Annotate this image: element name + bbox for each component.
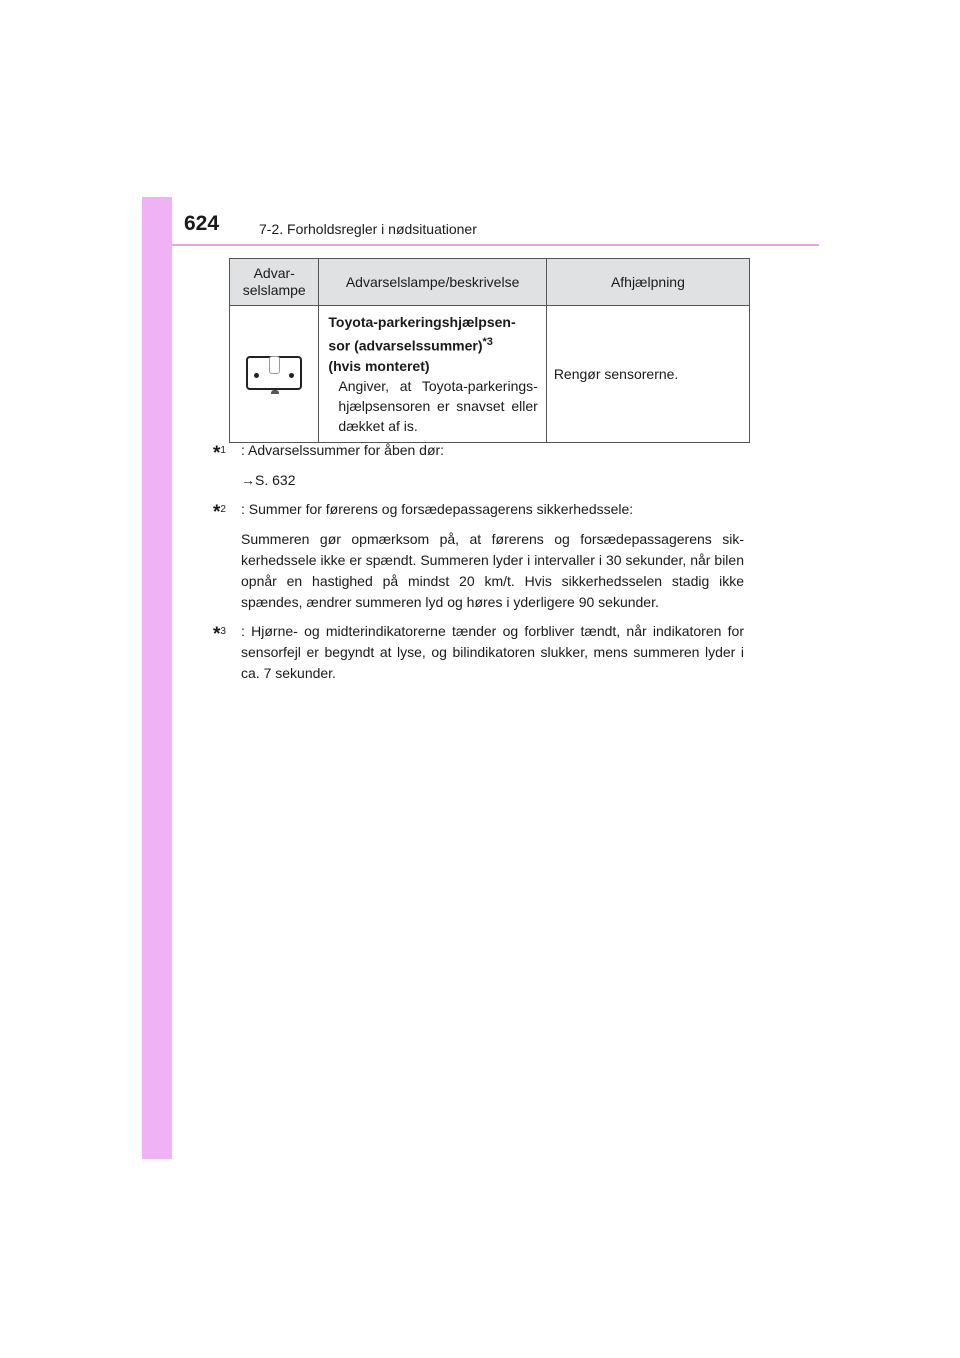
- warning-title: [328, 312, 537, 356]
- remedy-cell: Rengør sensorerne.: [546, 306, 749, 443]
- footnote-mark-1: *$^1$: [213, 443, 226, 464]
- left-indicator-dot: [254, 373, 259, 378]
- footnote-text: : Advarselssummer for åben dør:: [241, 442, 445, 458]
- footnote-mark-2: *$^2$: [213, 502, 226, 523]
- header-divider: [172, 244, 819, 246]
- warning-description: [328, 376, 537, 436]
- header-warning-lamp-label: Advar- selslampe: [242, 265, 306, 298]
- footnote-3: [213, 621, 744, 684]
- footnote-detail: Summeren gør opmærksom på, at førerens og forsædepassagerens sik-kerhedssele ikke er spændt. Summeren lyder i intervaller i 30 sekunder, når bilen opnår en hastighed på mindst 20 km/t. Hvis sikkerhedsselen stadig ikke spændes, ændrer summeren lyd og høres i yderligere 90 sekunder.: [241, 531, 744, 610]
- footnote-number: 1: [220, 445, 226, 456]
- footnote-reference-link[interactable]: →S. 632: [241, 472, 296, 488]
- car-outline-icon: [269, 356, 280, 374]
- footnote-1: [213, 440, 744, 491]
- table-row: [230, 306, 750, 443]
- footnotes: [213, 440, 744, 692]
- table-header-row: [230, 259, 750, 306]
- chapter-side-tab: [142, 197, 172, 1159]
- icon-cell: [230, 306, 319, 443]
- footnote-2: [213, 499, 744, 613]
- warning-condition: (hvis monteret): [328, 357, 430, 374]
- warning-title-text: Toyota-parkeringshjælpsen- sor (advarselssummer): [328, 314, 516, 354]
- warning-table: [229, 258, 750, 443]
- section-title: 7-2. Forholdsregler i nødsituationer: [259, 221, 477, 237]
- header-warning-lamp: [230, 259, 319, 306]
- footnote-mark: *3: [482, 336, 493, 349]
- footnote-number: 3: [220, 626, 226, 637]
- footnote-number: 2: [220, 504, 226, 515]
- footnote-mark-3: *$^3$: [213, 624, 226, 645]
- right-indicator-dot: [289, 373, 294, 378]
- page-number: 624: [184, 212, 220, 235]
- description-cell: [319, 306, 546, 443]
- footnote-text: : Summer for førerens og forsædepassagerens sikkerhedssele:: [241, 501, 634, 517]
- footnote-text: : Hjørne- og midterindikatorerne tænder og forbliver tændt, når indikatoren for sensorfejl er begyndt at lyse, og bilindikatoren slukker, mens summeren lyder i ca. 7 sekunder.: [241, 623, 744, 681]
- sensor-icon: [271, 390, 279, 394]
- header-remedy: Afhjælpning: [546, 259, 749, 306]
- warning-description-text: Angiver, at Toyota-parkerings-hjælpsensoren er snavset eller dækket af is.: [338, 377, 538, 434]
- header-description: Advarselslampe/beskrivelse: [319, 259, 546, 306]
- parking-sensor-warning-icon: [246, 356, 302, 390]
